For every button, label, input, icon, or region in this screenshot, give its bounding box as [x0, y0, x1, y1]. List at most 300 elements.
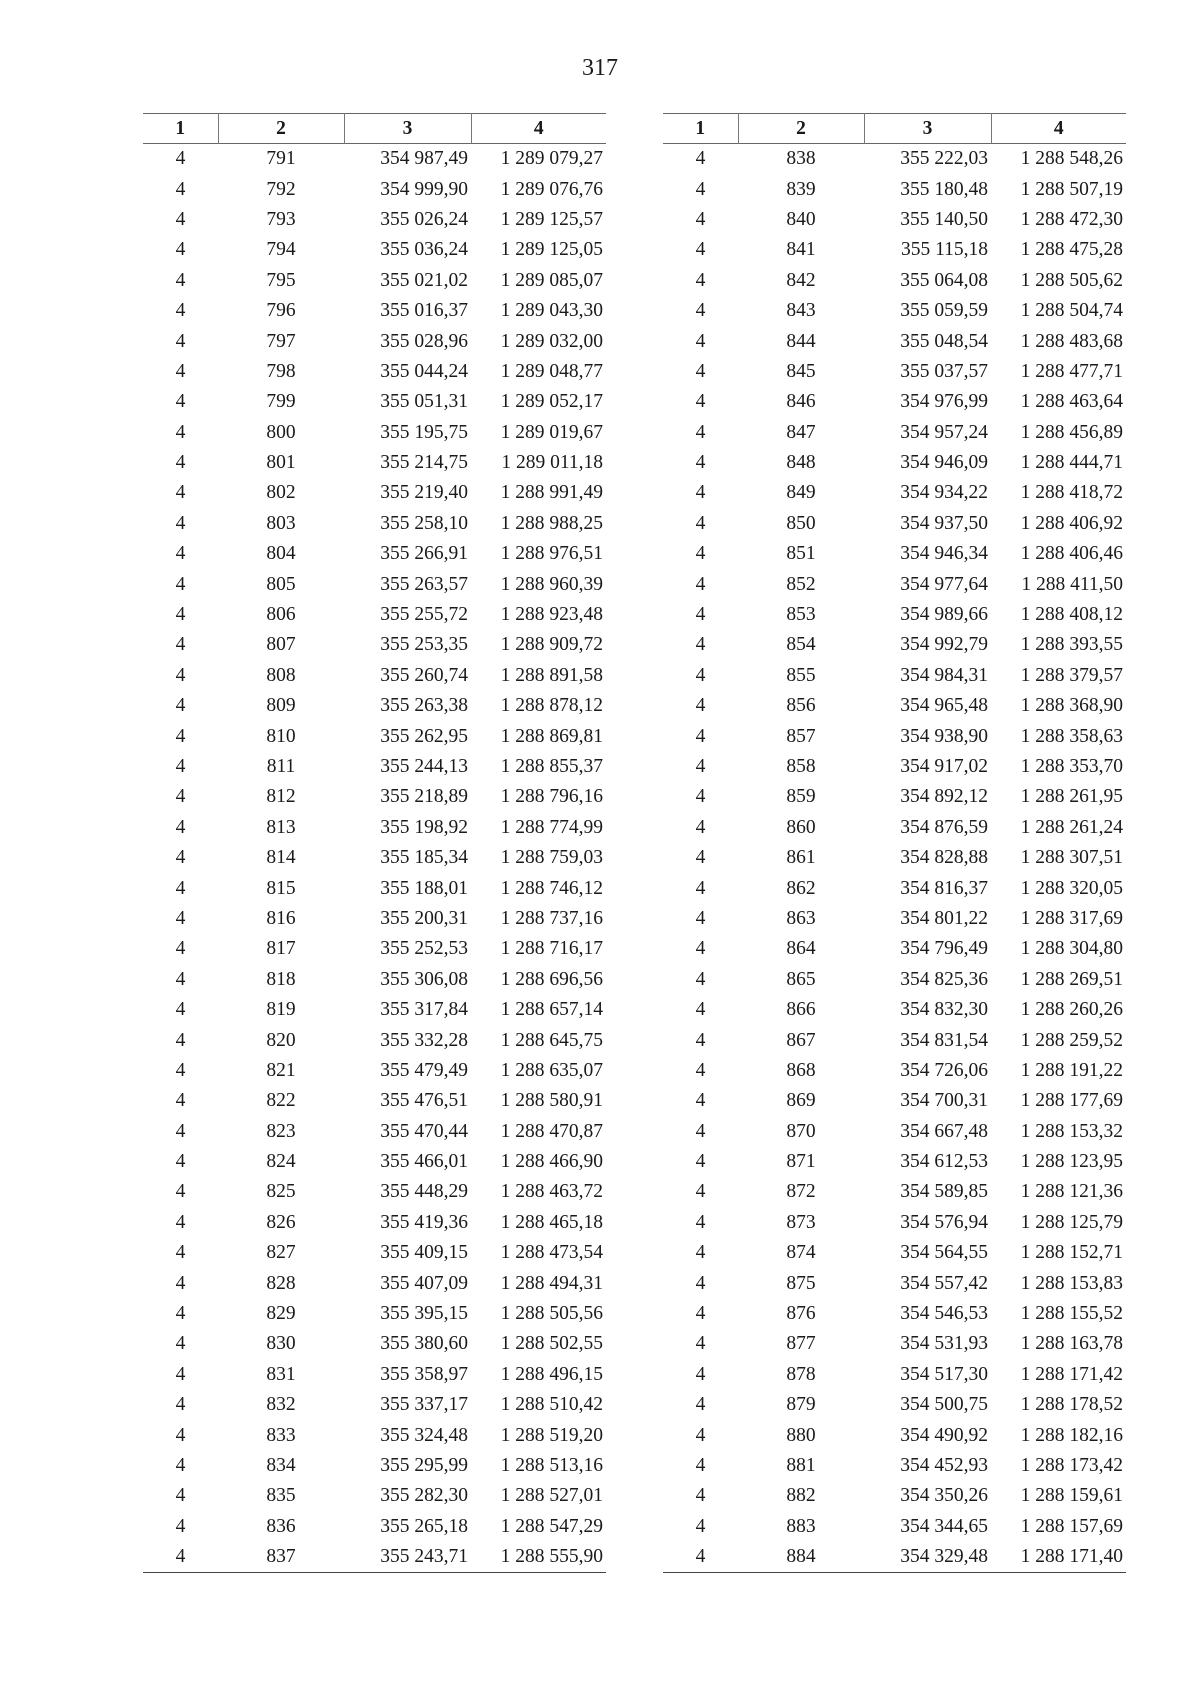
cell-point-number: 849 [786, 482, 816, 504]
table-row [143, 1451, 606, 1481]
cell-section: 4 [695, 1242, 706, 1264]
cell-y-coordinate: 1 288 177,69 [1020, 1090, 1123, 1112]
cell-y-coordinate: 1 288 470,87 [500, 1120, 603, 1142]
cell-point-number: 825 [266, 1181, 296, 1203]
cell-y-coordinate: 1 288 463,72 [500, 1181, 603, 1203]
cell-y-coordinate: 1 288 463,64 [1020, 391, 1123, 413]
cell-y-coordinate: 1 288 555,90 [500, 1546, 603, 1568]
table-row [663, 1420, 1126, 1450]
column-header-1: 1 [695, 117, 706, 139]
table-row [143, 721, 606, 751]
table-row [143, 266, 606, 296]
cell-point-number: 867 [786, 1029, 816, 1051]
cell-y-coordinate: 1 288 513,16 [500, 1454, 603, 1476]
table-row [663, 1268, 1126, 1298]
table-row [143, 752, 606, 782]
cell-section: 4 [695, 1515, 706, 1537]
cell-section: 4 [695, 360, 706, 382]
cell-x-coordinate: 354 937,50 [900, 512, 988, 534]
cell-x-coordinate: 355 419,36 [380, 1211, 468, 1233]
cell-section: 4 [175, 1059, 186, 1081]
cell-point-number: 824 [266, 1151, 296, 1173]
cell-x-coordinate: 354 801,22 [900, 907, 988, 929]
cell-x-coordinate: 354 557,42 [900, 1272, 988, 1294]
cell-y-coordinate: 1 288 121,36 [1020, 1181, 1123, 1203]
cell-y-coordinate: 1 288 408,12 [1020, 604, 1123, 626]
cell-x-coordinate: 355 016,37 [380, 300, 468, 322]
cell-y-coordinate: 1 288 444,71 [1020, 452, 1123, 474]
cell-y-coordinate: 1 288 411,50 [1021, 573, 1123, 595]
cell-point-number: 830 [266, 1333, 296, 1355]
table-row [663, 1147, 1126, 1177]
cell-point-number: 879 [786, 1394, 816, 1416]
cell-section: 4 [695, 391, 706, 413]
cell-x-coordinate: 354 576,94 [900, 1211, 988, 1233]
table-row [663, 1056, 1126, 1086]
cell-x-coordinate: 354 831,54 [900, 1029, 988, 1051]
cell-point-number: 880 [786, 1424, 816, 1446]
cell-y-coordinate: 1 289 085,07 [500, 269, 603, 291]
cell-point-number: 800 [266, 421, 296, 443]
table-row [143, 1512, 606, 1542]
cell-point-number: 816 [266, 907, 296, 929]
cell-x-coordinate: 355 255,72 [380, 604, 468, 626]
cell-section: 4 [175, 786, 186, 808]
cell-section: 4 [175, 847, 186, 869]
cell-section: 4 [175, 1151, 186, 1173]
table-row [143, 1208, 606, 1238]
cell-x-coordinate: 354 938,90 [900, 725, 988, 747]
cell-point-number: 811 [266, 756, 296, 777]
cell-point-number: 819 [266, 999, 296, 1021]
cell-section: 4 [175, 1090, 186, 1112]
table-row [143, 782, 606, 812]
cell-point-number: 836 [266, 1515, 296, 1537]
cell-point-number: 805 [266, 573, 296, 595]
cell-point-number: 884 [786, 1546, 816, 1568]
cell-point-number: 859 [786, 786, 816, 808]
cell-point-number: 857 [786, 725, 816, 747]
cell-x-coordinate: 355 036,24 [380, 239, 468, 261]
cell-point-number: 801 [266, 452, 296, 474]
table-row [663, 235, 1126, 265]
cell-point-number: 809 [266, 695, 296, 717]
cell-point-number: 865 [786, 968, 816, 990]
table-row [143, 1481, 606, 1511]
column-header-2: 2 [218, 114, 344, 144]
table-body-left [143, 144, 606, 1573]
cell-section: 4 [695, 1059, 706, 1081]
cell-section: 4 [175, 391, 186, 413]
cell-x-coordinate: 355 028,96 [380, 330, 468, 352]
cell-point-number: 806 [266, 604, 296, 626]
table-row [143, 205, 606, 235]
cell-y-coordinate: 1 289 048,77 [500, 360, 603, 382]
cell-section: 4 [175, 1546, 186, 1568]
cell-y-coordinate: 1 288 191,22 [1020, 1059, 1123, 1081]
cell-point-number: 803 [266, 512, 296, 534]
table-row [143, 357, 606, 387]
cell-point-number: 822 [266, 1090, 296, 1112]
cell-y-coordinate: 1 289 076,76 [500, 178, 603, 200]
table-row [663, 661, 1126, 691]
cell-point-number: 883 [786, 1515, 816, 1537]
cell-y-coordinate: 1 288 976,51 [500, 543, 603, 565]
cell-y-coordinate: 1 288 261,95 [1020, 786, 1123, 808]
cell-section: 4 [695, 1394, 706, 1416]
table-row [663, 630, 1126, 660]
cell-y-coordinate: 1 288 477,71 [1020, 360, 1123, 382]
table-row [663, 478, 1126, 508]
cell-y-coordinate: 1 288 379,57 [1020, 664, 1123, 686]
table-row [663, 296, 1126, 326]
cell-x-coordinate: 354 946,09 [900, 452, 988, 474]
cell-x-coordinate: 354 517,30 [900, 1363, 988, 1385]
cell-point-number: 860 [786, 816, 816, 838]
table-row [143, 448, 606, 478]
cell-y-coordinate: 1 288 153,83 [1020, 1272, 1123, 1294]
cell-section: 4 [175, 1181, 186, 1203]
table-row [663, 873, 1126, 903]
cell-y-coordinate: 1 288 418,72 [1020, 482, 1123, 504]
table-row [143, 539, 606, 569]
cell-point-number: 804 [266, 543, 296, 565]
cell-y-coordinate: 1 288 466,90 [500, 1151, 603, 1173]
cell-section: 4 [695, 695, 706, 717]
cell-section: 4 [695, 512, 706, 534]
cell-x-coordinate: 354 531,93 [900, 1333, 988, 1355]
cell-y-coordinate: 1 288 988,25 [500, 512, 603, 534]
cell-x-coordinate: 355 380,60 [380, 1333, 468, 1355]
cell-y-coordinate: 1 288 657,14 [500, 999, 603, 1021]
cell-point-number: 821 [266, 1059, 296, 1081]
cell-point-number: 820 [266, 1029, 296, 1051]
cell-x-coordinate: 355 253,35 [380, 634, 468, 656]
cell-section: 4 [175, 452, 186, 474]
cell-section: 4 [695, 452, 706, 474]
cell-section: 4 [695, 1363, 706, 1385]
cell-x-coordinate: 354 667,48 [900, 1120, 988, 1142]
table-row [663, 600, 1126, 630]
cell-x-coordinate: 355 115,18 [900, 239, 988, 261]
cell-point-number: 795 [266, 269, 296, 291]
table-row [143, 904, 606, 934]
cell-x-coordinate: 355 044,24 [380, 360, 468, 382]
cell-x-coordinate: 355 324,48 [380, 1424, 468, 1446]
table-row [143, 1117, 606, 1147]
table-row [663, 995, 1126, 1025]
cell-section: 4 [695, 786, 706, 808]
cell-x-coordinate: 355 265,18 [380, 1515, 468, 1537]
cell-section: 4 [175, 1272, 186, 1294]
table-row [663, 1329, 1126, 1359]
cell-x-coordinate: 355 214,75 [380, 452, 468, 474]
column-header-3: 3 [344, 114, 471, 144]
cell-y-coordinate: 1 288 353,70 [1020, 756, 1123, 777]
cell-x-coordinate: 355 048,54 [900, 330, 988, 352]
cell-x-coordinate: 355 466,01 [380, 1151, 468, 1173]
cell-x-coordinate: 355 263,57 [380, 573, 468, 595]
table-row [663, 843, 1126, 873]
cell-x-coordinate: 354 828,88 [900, 847, 988, 869]
cell-x-coordinate: 354 984,31 [900, 664, 988, 686]
cell-y-coordinate: 1 288 510,42 [500, 1394, 603, 1416]
cell-point-number: 852 [786, 573, 816, 595]
cell-x-coordinate: 355 282,30 [380, 1485, 468, 1507]
cell-x-coordinate: 355 185,34 [380, 847, 468, 869]
table-row [663, 569, 1126, 599]
cell-point-number: 871 [786, 1151, 816, 1173]
cell-x-coordinate: 355 198,92 [380, 816, 468, 838]
cell-x-coordinate: 354 452,93 [900, 1454, 988, 1476]
cell-point-number: 828 [266, 1272, 296, 1294]
cell-x-coordinate: 354 796,49 [900, 938, 988, 960]
cell-y-coordinate: 1 288 746,12 [500, 877, 603, 899]
cell-section: 4 [175, 877, 186, 899]
cell-y-coordinate: 1 288 261,24 [1020, 816, 1123, 838]
table-row [663, 691, 1126, 721]
cell-section: 4 [175, 1333, 186, 1355]
cell-point-number: 848 [786, 452, 816, 474]
cell-y-coordinate: 1 288 645,75 [500, 1029, 603, 1051]
cell-section: 4 [175, 604, 186, 626]
table-row [663, 1299, 1126, 1329]
cell-x-coordinate: 355 358,97 [380, 1363, 468, 1385]
table-row [663, 1451, 1126, 1481]
table-row [663, 1542, 1126, 1573]
table-row [143, 296, 606, 326]
cell-section: 4 [175, 664, 186, 686]
table-row [143, 965, 606, 995]
cell-point-number: 814 [266, 847, 296, 869]
cell-x-coordinate: 355 195,75 [380, 421, 468, 443]
cell-section: 4 [695, 1272, 706, 1294]
cell-section: 4 [175, 938, 186, 960]
cell-point-number: 807 [266, 634, 296, 656]
table-row [143, 1177, 606, 1207]
cell-y-coordinate: 1 288 891,58 [500, 664, 603, 686]
cell-section: 4 [695, 938, 706, 960]
table-row [143, 995, 606, 1025]
cell-y-coordinate: 1 288 269,51 [1020, 968, 1123, 990]
cell-x-coordinate: 355 064,08 [900, 269, 988, 291]
cell-point-number: 845 [786, 360, 816, 382]
cell-section: 4 [175, 816, 186, 838]
table-row [143, 873, 606, 903]
table-row [143, 600, 606, 630]
cell-x-coordinate: 354 825,36 [900, 968, 988, 990]
cell-x-coordinate: 355 337,17 [380, 1394, 468, 1416]
cell-point-number: 869 [786, 1090, 816, 1112]
cell-point-number: 838 [786, 148, 816, 170]
cell-y-coordinate: 1 288 152,71 [1020, 1242, 1123, 1264]
cell-point-number: 862 [786, 877, 816, 899]
cell-section: 4 [175, 1485, 186, 1507]
table-row [143, 569, 606, 599]
cell-y-coordinate: 1 288 548,26 [1020, 148, 1123, 170]
table-row [663, 1086, 1126, 1116]
cell-x-coordinate: 354 992,79 [900, 634, 988, 656]
cell-section: 4 [175, 300, 186, 322]
table-row [143, 326, 606, 356]
cell-section: 4 [175, 421, 186, 443]
cell-x-coordinate: 354 977,64 [900, 573, 988, 595]
cell-y-coordinate: 1 288 320,05 [1020, 877, 1123, 899]
coordinates-table-right [663, 113, 1126, 1573]
cell-point-number: 850 [786, 512, 816, 534]
column-header-4: 4 [471, 114, 606, 144]
cell-y-coordinate: 1 288 173,42 [1020, 1454, 1123, 1476]
cell-x-coordinate: 354 987,49 [380, 148, 468, 170]
table-row [143, 1542, 606, 1573]
cell-point-number: 874 [786, 1242, 816, 1264]
cell-point-number: 823 [266, 1120, 296, 1142]
cell-point-number: 793 [266, 208, 296, 230]
cell-x-coordinate: 355 243,71 [380, 1546, 468, 1568]
cell-y-coordinate: 1 288 716,17 [500, 938, 603, 960]
cell-y-coordinate: 1 288 855,37 [500, 756, 603, 777]
table-body-right [663, 144, 1126, 1573]
cell-x-coordinate: 355 332,28 [380, 1029, 468, 1051]
cell-section: 4 [175, 512, 186, 534]
cell-x-coordinate: 354 976,99 [900, 391, 988, 413]
cell-section: 4 [695, 482, 706, 504]
cell-section: 4 [695, 1211, 706, 1233]
table-row [663, 813, 1126, 843]
cell-section: 4 [695, 847, 706, 869]
cell-section: 4 [695, 178, 706, 200]
cell-x-coordinate: 354 350,26 [900, 1485, 988, 1507]
cell-point-number: 841 [786, 239, 816, 261]
cell-y-coordinate: 1 288 182,16 [1020, 1424, 1123, 1446]
table-row [143, 934, 606, 964]
cell-x-coordinate: 355 244,13 [380, 756, 468, 777]
cell-section: 4 [695, 756, 706, 777]
cell-y-coordinate: 1 288 153,32 [1020, 1120, 1123, 1142]
cell-point-number: 813 [266, 816, 296, 838]
cell-section: 4 [695, 1424, 706, 1446]
cell-x-coordinate: 355 266,91 [380, 543, 468, 565]
cell-y-coordinate: 1 288 358,63 [1020, 725, 1123, 747]
table-header-row [143, 114, 606, 144]
cell-point-number: 829 [266, 1303, 296, 1325]
column-header-4: 4 [991, 114, 1126, 144]
cell-x-coordinate: 354 700,31 [900, 1090, 988, 1112]
cell-section: 4 [695, 300, 706, 322]
cell-x-coordinate: 355 479,49 [380, 1059, 468, 1081]
table-row [663, 326, 1126, 356]
cell-point-number: 831 [266, 1363, 296, 1385]
cell-section: 4 [175, 360, 186, 382]
cell-x-coordinate: 355 260,74 [380, 664, 468, 686]
cell-y-coordinate: 1 288 774,99 [500, 816, 603, 838]
cell-y-coordinate: 1 288 796,16 [500, 786, 603, 808]
cell-y-coordinate: 1 288 696,56 [500, 968, 603, 990]
cell-x-coordinate: 354 946,34 [900, 543, 988, 565]
cell-x-coordinate: 354 612,53 [900, 1151, 988, 1173]
page-number: 317 [582, 55, 618, 81]
table-row [143, 1086, 606, 1116]
cell-point-number: 863 [786, 907, 816, 929]
cell-x-coordinate: 355 180,48 [900, 178, 988, 200]
cell-x-coordinate: 355 021,02 [380, 269, 468, 291]
table-row [663, 1025, 1126, 1055]
cell-section: 4 [175, 725, 186, 747]
cell-section: 4 [695, 1333, 706, 1355]
cell-x-coordinate: 355 200,31 [380, 907, 468, 929]
cell-x-coordinate: 355 409,15 [380, 1242, 468, 1264]
table-row [663, 144, 1126, 175]
table-row [663, 509, 1126, 539]
cell-point-number: 847 [786, 421, 816, 443]
cell-section: 4 [175, 1242, 186, 1264]
cell-point-number: 870 [786, 1120, 816, 1142]
cell-y-coordinate: 1 288 159,61 [1020, 1485, 1123, 1507]
cell-section: 4 [175, 999, 186, 1021]
cell-y-coordinate: 1 288 157,69 [1020, 1515, 1123, 1537]
cell-x-coordinate: 354 490,92 [900, 1424, 988, 1446]
table-row [663, 357, 1126, 387]
table-header-row [663, 114, 1126, 144]
cell-y-coordinate: 1 289 011,18 [501, 452, 603, 474]
cell-section: 4 [175, 634, 186, 656]
cell-section: 4 [695, 907, 706, 929]
table-row [143, 691, 606, 721]
cell-y-coordinate: 1 288 504,74 [1020, 300, 1123, 322]
cell-x-coordinate: 355 317,84 [380, 999, 468, 1021]
cell-x-coordinate: 355 140,50 [900, 208, 988, 230]
cell-section: 4 [695, 1120, 706, 1142]
cell-y-coordinate: 1 288 406,46 [1020, 543, 1123, 565]
table-row [143, 1268, 606, 1298]
cell-x-coordinate: 354 546,53 [900, 1303, 988, 1325]
cell-x-coordinate: 354 892,12 [900, 786, 988, 808]
table-row [663, 205, 1126, 235]
cell-point-number: 839 [786, 178, 816, 200]
cell-x-coordinate: 355 262,95 [380, 725, 468, 747]
cell-y-coordinate: 1 289 052,17 [500, 391, 603, 413]
cell-point-number: 858 [786, 756, 816, 777]
cell-section: 4 [175, 178, 186, 200]
table-row [663, 1177, 1126, 1207]
cell-x-coordinate: 354 965,48 [900, 695, 988, 717]
cell-y-coordinate: 1 288 878,12 [500, 695, 603, 717]
cell-point-number: 843 [786, 300, 816, 322]
cell-point-number: 854 [786, 634, 816, 656]
cell-point-number: 846 [786, 391, 816, 413]
cell-section: 4 [695, 664, 706, 686]
cell-y-coordinate: 1 288 483,68 [1020, 330, 1123, 352]
cell-point-number: 794 [266, 239, 296, 261]
cell-point-number: 868 [786, 1059, 816, 1081]
cell-point-number: 798 [266, 360, 296, 382]
cell-y-coordinate: 1 288 317,69 [1020, 907, 1123, 929]
cell-x-coordinate: 355 476,51 [380, 1090, 468, 1112]
table-row [663, 752, 1126, 782]
cell-point-number: 818 [266, 968, 296, 990]
cell-point-number: 864 [786, 938, 816, 960]
table-row [143, 174, 606, 204]
cell-x-coordinate: 355 470,44 [380, 1120, 468, 1142]
cell-x-coordinate: 355 037,57 [900, 360, 988, 382]
table-row [663, 1238, 1126, 1268]
cell-y-coordinate: 1 288 259,52 [1020, 1029, 1123, 1051]
cell-section: 4 [695, 148, 706, 170]
cell-section: 4 [175, 1363, 186, 1385]
cell-y-coordinate: 1 288 171,42 [1020, 1363, 1123, 1385]
cell-point-number: 856 [786, 695, 816, 717]
cell-y-coordinate: 1 288 496,15 [500, 1363, 603, 1385]
